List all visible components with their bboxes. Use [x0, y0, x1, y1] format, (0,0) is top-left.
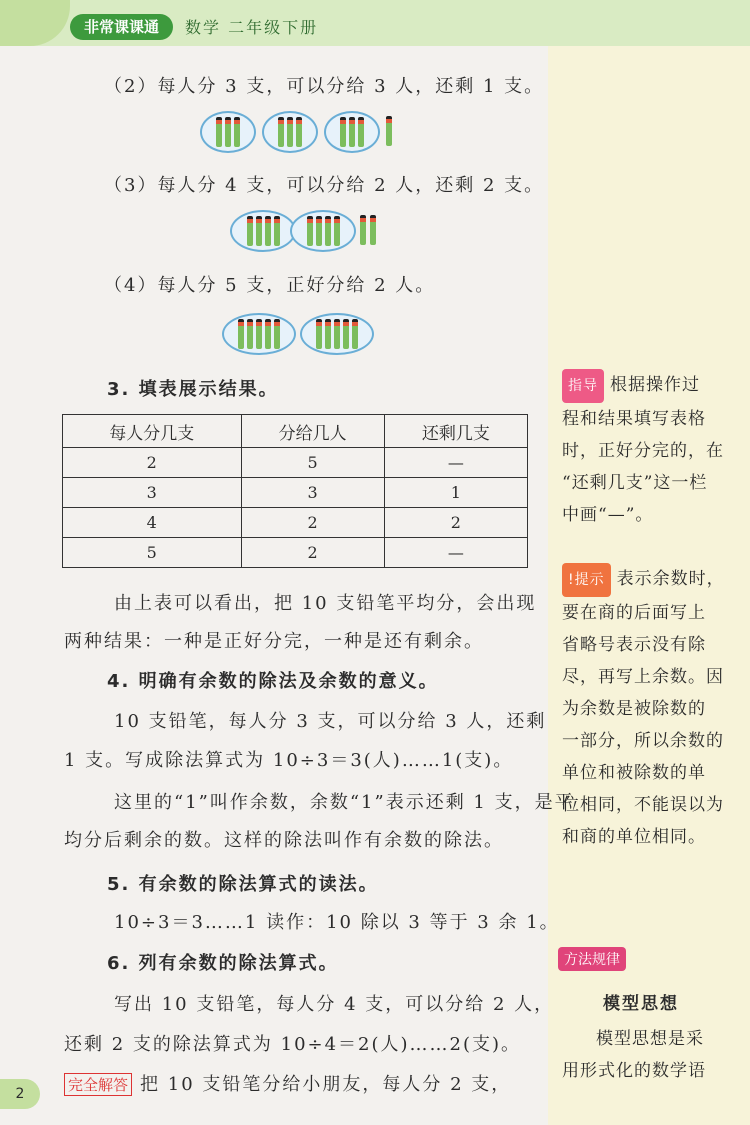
note-line: 和商的单位相同。 [562, 827, 706, 847]
table-row [63, 448, 528, 478]
case-2-text: （2）每人分 3 支，可以分给 3 人，还剩 1 支。 [104, 76, 545, 97]
table-cell: 3 [63, 478, 242, 508]
method-label: 方法规律 [558, 947, 626, 971]
paragraph-line: 均分后剩余的数。这样的除法叫作有余数的除法。 [64, 830, 504, 851]
page-number: 2 [0, 1079, 40, 1109]
method-title: 模型思想 [603, 994, 679, 1014]
table-row [63, 508, 528, 538]
pencil-group [200, 111, 256, 153]
note-line: 要在商的后面写上 [562, 603, 706, 623]
paragraph-line: 还剩 2 支的除法算式为 10÷4＝2(人)……2(支)。 [64, 1034, 522, 1055]
table-cell: 2 [384, 508, 527, 538]
column-header: 每人分几支 [63, 415, 242, 448]
answer-line [64, 1070, 511, 1096]
paragraph-line: 写出 10 支铅笔，每人分 4 支，可以分给 2 人， [114, 994, 555, 1015]
column-header: 还剩几支 [384, 415, 527, 448]
note-line: 一部分，所以余数的 [562, 731, 724, 751]
note-line: 位相同，不能误以为 [562, 795, 724, 815]
note-line: 模型思想是采 [596, 1029, 704, 1049]
case-4-text: （4）每人分 5 支，正好分给 2 人。 [104, 275, 436, 296]
paragraph-line: 两种结果：一种是正好分完，一种是还有剩余。 [64, 631, 484, 652]
pencil-group [262, 111, 318, 153]
hint-label: !提示 [562, 563, 611, 597]
table-row [63, 478, 528, 508]
note-line: 中画“—”。 [562, 505, 654, 525]
paragraph-line: 由上表可以看出，把 10 支铅笔平均分，会出现 [114, 593, 537, 614]
table-cell: 5 [63, 538, 242, 568]
pencil-group [222, 313, 296, 355]
pencil-group [300, 313, 374, 355]
note-line: 省略号表示没有除 [562, 635, 706, 655]
results-table [62, 414, 528, 568]
header-decoration [0, 0, 70, 46]
note-line: 用形式化的数学语 [562, 1061, 706, 1081]
note-line: 为余数是被除数的 [562, 699, 706, 719]
paragraph-line: 把 10 支铅笔分给小朋友，每人分 2 支， [140, 1074, 512, 1095]
paragraph-line: 1 支。写成除法算式为 10÷3＝3(人)……1(支)。 [64, 750, 514, 771]
table-cell: 5 [241, 448, 384, 478]
leftover-pencil [360, 215, 366, 245]
paragraph-line: 这里的“1”叫作余数，余数“1”表示还剩 1 支，是平 [114, 792, 575, 813]
note-line: 根据操作过 [610, 375, 700, 395]
step-4-title: 4. 明确有余数的除法及余数的意义。 [107, 671, 439, 692]
column-header: 分给几人 [241, 415, 384, 448]
table-cell: 2 [241, 508, 384, 538]
table-cell: 4 [63, 508, 242, 538]
hint-note [562, 563, 734, 853]
step-3-title: 3. 填表展示结果。 [107, 379, 279, 400]
pencil-group [230, 210, 296, 252]
leftover-pencil [386, 116, 392, 146]
book-series-tag: 非常课课通 [70, 14, 173, 40]
pencil-group [324, 111, 380, 153]
step-6-title: 6. 列有余数的除法算式。 [107, 953, 339, 974]
table-cell: 3 [241, 478, 384, 508]
table-cell: — [384, 448, 527, 478]
note-line: 单位和被除数的单 [562, 763, 706, 783]
step-5-title: 5. 有余数的除法算式的读法。 [107, 874, 379, 895]
note-line: 尽，再写上余数。因 [562, 667, 724, 687]
note-line: 时，正好分完的，在 [562, 441, 724, 461]
case-3-text: （3）每人分 4 支，可以分给 2 人，还剩 2 支。 [104, 175, 545, 196]
table-row [63, 538, 528, 568]
answer-label: 完全解答 [64, 1073, 132, 1096]
book-subject: 数学 二年级下册 [185, 18, 319, 37]
pencil-group [290, 210, 356, 252]
table-cell: 1 [384, 478, 527, 508]
note-line: 程和结果填写表格 [562, 409, 706, 429]
guide-note [562, 369, 734, 531]
paragraph-line: 10 支铅笔，每人分 3 支，可以分给 3 人，还剩 [114, 711, 547, 732]
method-note [562, 1023, 734, 1087]
note-line: “还剩几支”这一栏 [562, 473, 708, 493]
paragraph-line: 10÷3＝3……1 读作：10 除以 3 等于 3 余 1。 [114, 912, 560, 933]
note-line: 表示余数时， [616, 569, 725, 589]
table-cell: — [384, 538, 527, 568]
table-cell: 2 [63, 448, 242, 478]
table-cell: 2 [241, 538, 384, 568]
guide-label: 指导 [562, 369, 604, 403]
leftover-pencil [370, 215, 376, 245]
